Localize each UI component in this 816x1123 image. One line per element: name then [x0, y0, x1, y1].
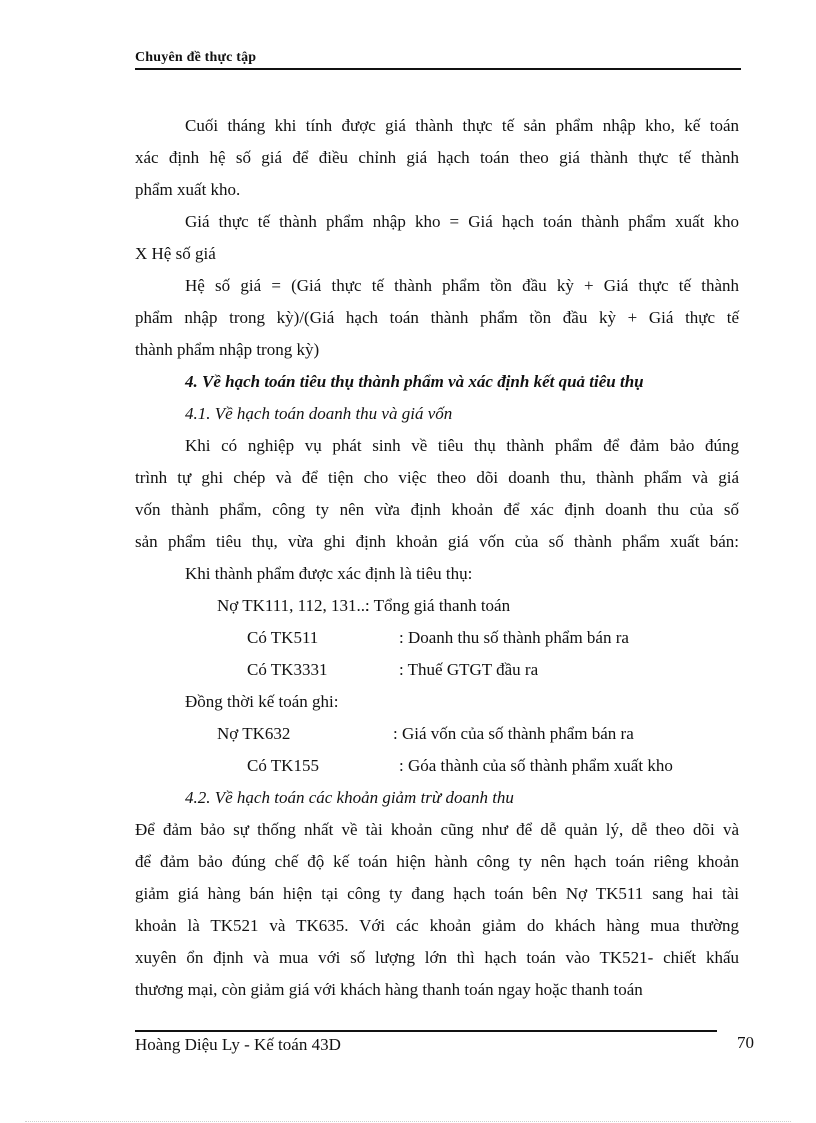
- account-code: Nợ TK632: [217, 724, 291, 743]
- account-desc: : Tổng giá thanh toán: [365, 596, 511, 615]
- paragraph-line: Giá thực tế thành phẩm nhập kho = Giá hạch toán thành phẩm xuất kho: [185, 212, 739, 231]
- paragraph-line: phẩm nhập trong kỳ)/(Giá hạch toán thành phẩm tồn đầu kỳ + Giá thực tế: [135, 308, 739, 327]
- account-desc: : Giá vốn của số thành phẩm bán ra: [393, 724, 634, 743]
- paragraph-line: vốn thành phẩm, công ty nên vừa định khoản để xác định doanh thu của số: [135, 500, 739, 519]
- account-code: Có TK155: [247, 756, 319, 775]
- paragraph-line: thương mại, còn giảm giá với khách hàng thanh toán ngay hoặc thanh toán: [135, 980, 643, 999]
- paragraph-line: giảm giá hàng bán hiện tại công ty đang hạch toán bên Nợ TK511 sang hai tài: [135, 884, 739, 903]
- paragraph-line: Khi thành phẩm được xác định là tiêu thụ:: [185, 564, 473, 583]
- paragraph-line: sản phẩm tiêu thụ, vừa ghi định khoản giá vốn của số thành phẩm xuất bán:: [135, 532, 739, 551]
- journal-entry-credit: [135, 750, 739, 782]
- paragraph-line: khoản là TK521 và TK635. Với các khoản giảm do khách hàng mua thường: [135, 916, 739, 935]
- subsection-heading-4-1: 4.1. Về hạch toán doanh thu và giá vốn: [185, 404, 453, 423]
- running-header: Chuyên đề thực tập: [135, 50, 257, 65]
- account-code: Có TK511: [247, 628, 319, 647]
- paragraph-line: X Hệ số giá: [135, 244, 216, 263]
- paragraph-line: Cuối tháng khi tính được giá thành thực tế sản phẩm nhập kho, kế toán: [185, 116, 739, 135]
- paragraph-line: Hệ số giá = (Giá thực tế thành phẩm tồn đầu kỳ + Giá thực tế thành: [185, 276, 739, 295]
- journal-entry-credit: [135, 654, 739, 686]
- paragraph-line: Khi có nghiệp vụ phát sinh về tiêu thụ thành phẩm để đảm bảo đúng: [185, 436, 739, 455]
- paragraph-line: trình tự ghi chép và để tiện cho việc theo dõi doanh thu, thành phẩm và giá: [135, 468, 739, 487]
- journal-entry-debit: [135, 590, 739, 622]
- paragraph-line: xuyên ổn định và mua với số lượng lớn thì hạch toán vào TK521- chiết khấu: [135, 948, 739, 967]
- subsection-heading-4-2: 4.2. Về hạch toán các khoản giảm trừ doanh thu: [185, 788, 514, 807]
- journal-entry-debit: [135, 718, 739, 750]
- body-text: [135, 110, 739, 1006]
- paragraph-line: Để đảm bảo sự thống nhất về tài khoản cũng như để dễ quản lý, dễ theo dõi và: [135, 820, 739, 839]
- account-code: Nợ TK111, 112, 131...: [217, 596, 370, 615]
- header-rule: [135, 68, 741, 70]
- paragraph-line: Đồng thời kế toán ghi:: [185, 692, 339, 711]
- footer-author: Hoàng Diệu Ly - Kế toán 43D: [135, 1035, 341, 1054]
- paragraph-line: xác định hệ số giá để điều chỉnh giá hạch toán theo giá thành thực tế thành: [135, 148, 739, 167]
- account-code: Có TK3331: [247, 660, 328, 679]
- page-number: 70: [737, 1033, 754, 1052]
- footer-rule: [135, 1030, 717, 1032]
- account-desc: : Thuế GTGT đầu ra: [399, 660, 539, 679]
- account-desc: : Doanh thu số thành phẩm bán ra: [399, 628, 629, 647]
- paragraph-line: phẩm xuất kho.: [135, 180, 241, 199]
- paragraph-line: để đảm bảo đúng chế độ kế toán hiện hành công ty nên hạch toán riêng khoản: [135, 852, 739, 871]
- account-desc: : Góa thành của số thành phẩm xuất kho: [399, 756, 673, 775]
- page-bottom-edge: [25, 1121, 791, 1122]
- paragraph-line: thành phẩm nhập trong kỳ): [135, 340, 320, 359]
- section-heading-4: 4. Về hạch toán tiêu thụ thành phẩm và xác định kết quả tiêu thụ: [185, 372, 644, 391]
- journal-entry-credit: [135, 622, 739, 654]
